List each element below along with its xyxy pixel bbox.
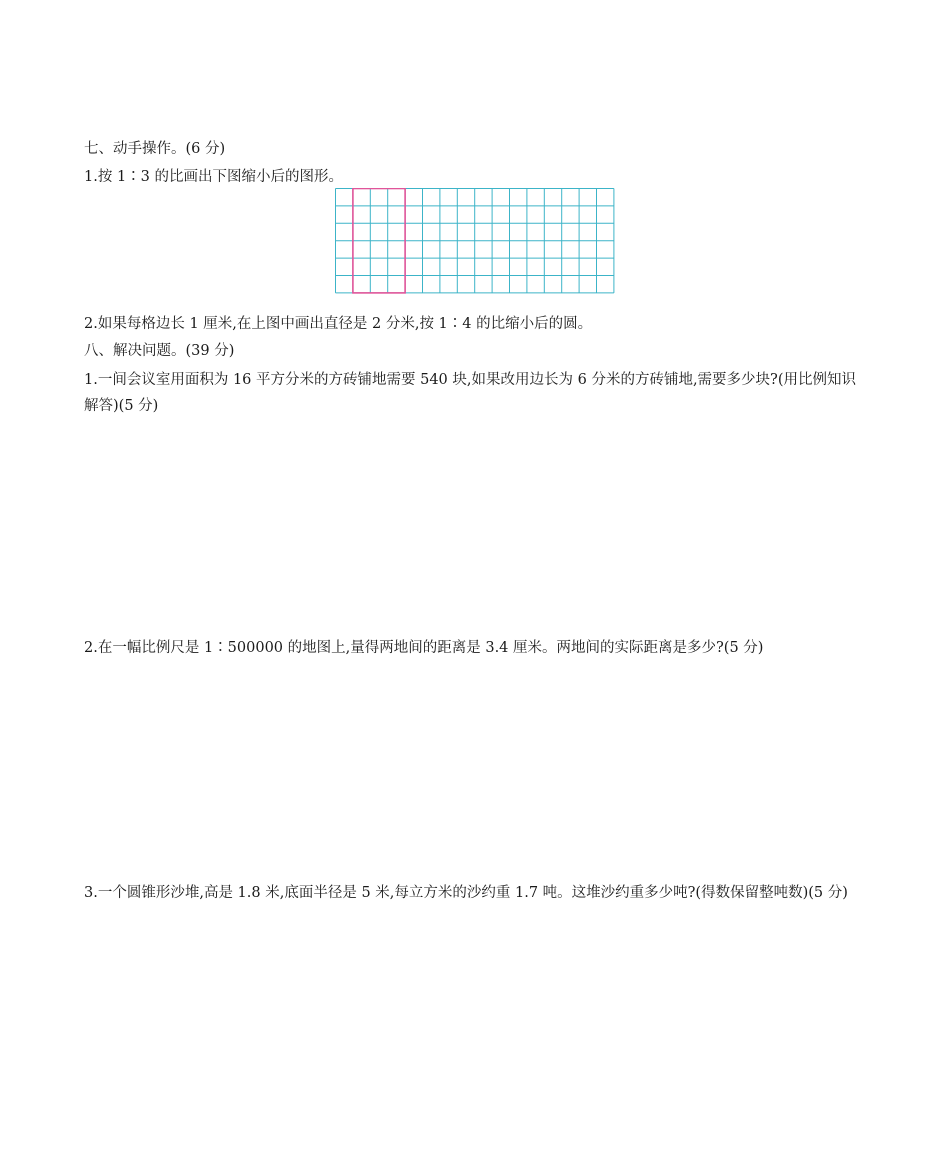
section-7-heading: 七、动手操作。(6 分) [84,141,226,157]
grid-figure [335,188,616,296]
question-7-1: 1.按 1∶3 的比画出下图缩小后的图形。 [84,169,344,185]
question-8-3: 3.一个圆锥形沙堆,高是 1.8 米,底面半径是 5 米,每立方米的沙约重 1.7 吨。这堆沙约重多少吨?(得数保留整吨数)(5 分) [84,885,848,901]
section-8-heading: 八、解决问题。(39 分) [84,343,235,359]
question-8-2: 2.在一幅比例尺是 1∶500000 的地图上,量得两地间的距离是 3.4 厘米。两地间的实际距离是多少?(5 分) [84,640,764,656]
question-7-2: 2.如果每格边长 1 厘米,在上图中画出直径是 2 分米,按 1∶4 的比缩小后的圆。 [84,316,593,332]
question-8-1: 1.一间会议室用面积为 16 平方分米的方砖铺地需要 540 块,如果改用边长为 6 分米的方砖铺地,需要多少块?(用比例知识解答)(5 分) [84,372,856,414]
